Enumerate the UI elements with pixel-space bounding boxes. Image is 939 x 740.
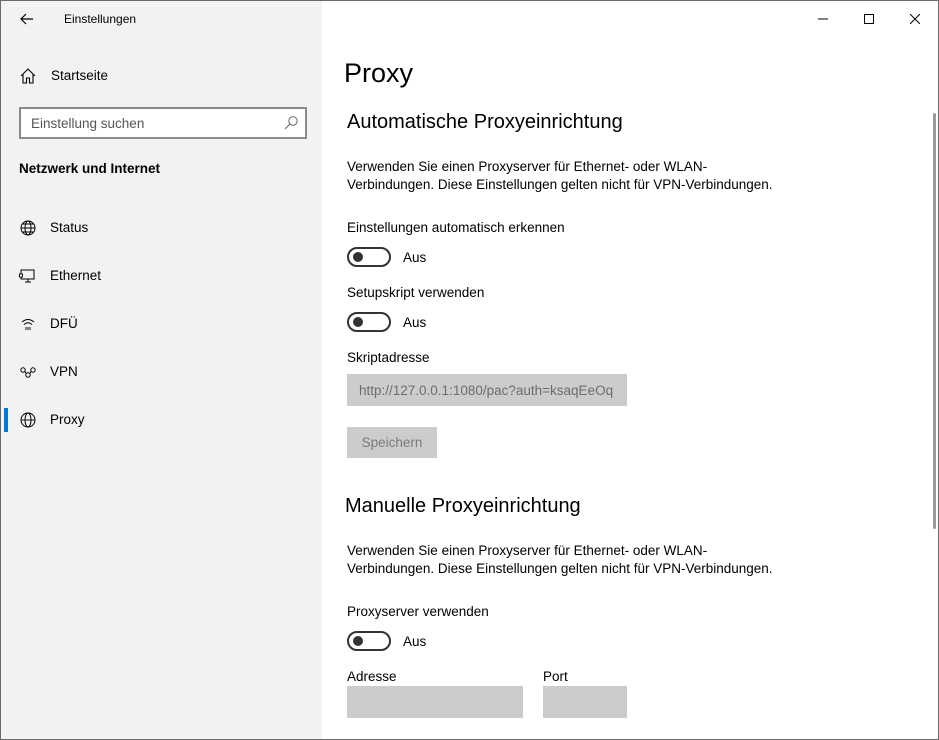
toggle-knob (353, 252, 363, 262)
titlebar-left (1, 1, 322, 37)
port-label: Port (543, 669, 568, 684)
toggle-switch[interactable] (347, 312, 391, 332)
caption-buttons (800, 1, 938, 37)
toggle-state: Aus (403, 314, 427, 330)
manual-proxy-heading: Manuelle Proxyeinrichtung (345, 495, 581, 517)
use-proxy-toggle[interactable] (347, 630, 426, 652)
use-proxy-label: Proxyserver verwenden (347, 604, 489, 619)
back-arrow-icon (20, 13, 34, 25)
auto-proxy-description (347, 158, 817, 194)
toggle-state: Aus (403, 249, 427, 265)
auto-detect-label: Einstellungen automatisch erkennen (347, 220, 565, 235)
script-address-input (347, 374, 627, 406)
scrollbar[interactable] (933, 113, 936, 529)
toggle-knob (353, 317, 363, 327)
vpn-icon (19, 363, 37, 381)
page-title: Proxy (344, 58, 414, 88)
sidebar-item-status[interactable] (1, 206, 322, 250)
toggle-switch[interactable] (347, 631, 391, 651)
status-globe-icon (19, 219, 37, 237)
minimize-icon (818, 14, 828, 24)
toggle-knob (353, 636, 363, 646)
auto-detect-toggle[interactable] (347, 246, 426, 268)
manual-proxy-description (347, 542, 817, 578)
auto-description-line1: Verwenden Sie einen Proxyserver für Ethernet- oder WLAN- (347, 159, 708, 174)
back-button[interactable] (9, 5, 45, 33)
sidebar (1, 1, 322, 739)
auto-proxy-heading: Automatische Proxyeinrichtung (347, 111, 623, 133)
manual-description-line1: Verwenden Sie einen Proxyserver für Ethernet- oder WLAN- (347, 543, 708, 558)
sidebar-item-ethernet[interactable] (1, 254, 322, 298)
script-address-label: Skriptadresse (347, 350, 430, 365)
close-button[interactable] (892, 1, 938, 37)
sidebar-item-vpn[interactable] (1, 350, 322, 394)
toggle-switch[interactable] (347, 247, 391, 267)
manual-description-line2: Verbindungen. Diese Einstellungen gelten nicht für VPN-Verbindungen. (347, 561, 773, 576)
toggle-state: Aus (403, 633, 427, 649)
setup-script-label: Setupskript verwenden (347, 285, 485, 300)
setup-script-toggle[interactable] (347, 311, 426, 333)
sidebar-item-label: DFÜ (50, 316, 78, 331)
port-box (543, 686, 627, 718)
address-box (347, 686, 523, 718)
port-input (543, 686, 627, 718)
sidebar-item-home[interactable] (1, 59, 322, 93)
home-label: Startseite (51, 68, 109, 83)
minimize-button[interactable] (800, 1, 846, 37)
sidebar-item-dialup[interactable] (1, 302, 322, 346)
dialup-icon (19, 315, 37, 333)
sidebar-item-label: VPN (50, 364, 78, 379)
main-content (322, 1, 938, 739)
app-title: Einstellungen (64, 12, 137, 26)
sidebar-item-label: Status (50, 220, 89, 235)
close-icon (910, 14, 920, 24)
section-title: Netzwerk und Internet (19, 161, 161, 176)
selection-indicator (4, 408, 8, 432)
script-address-box (347, 374, 627, 406)
search-box[interactable] (19, 107, 307, 139)
maximize-button[interactable] (846, 1, 892, 37)
address-label: Adresse (347, 669, 397, 684)
globe-icon (19, 411, 37, 429)
ethernet-icon (19, 267, 37, 285)
home-icon (19, 67, 37, 85)
search-icon[interactable] (283, 115, 299, 131)
search-input[interactable] (21, 109, 277, 137)
maximize-icon (864, 14, 874, 24)
sidebar-item-proxy[interactable] (1, 398, 322, 442)
save-button: Speichern (347, 427, 437, 458)
sidebar-item-label: Proxy (50, 412, 85, 427)
auto-description-line2: Verbindungen. Diese Einstellungen gelten nicht für VPN-Verbindungen. (347, 177, 773, 192)
address-input (347, 686, 523, 718)
sidebar-item-label: Ethernet (50, 268, 102, 283)
